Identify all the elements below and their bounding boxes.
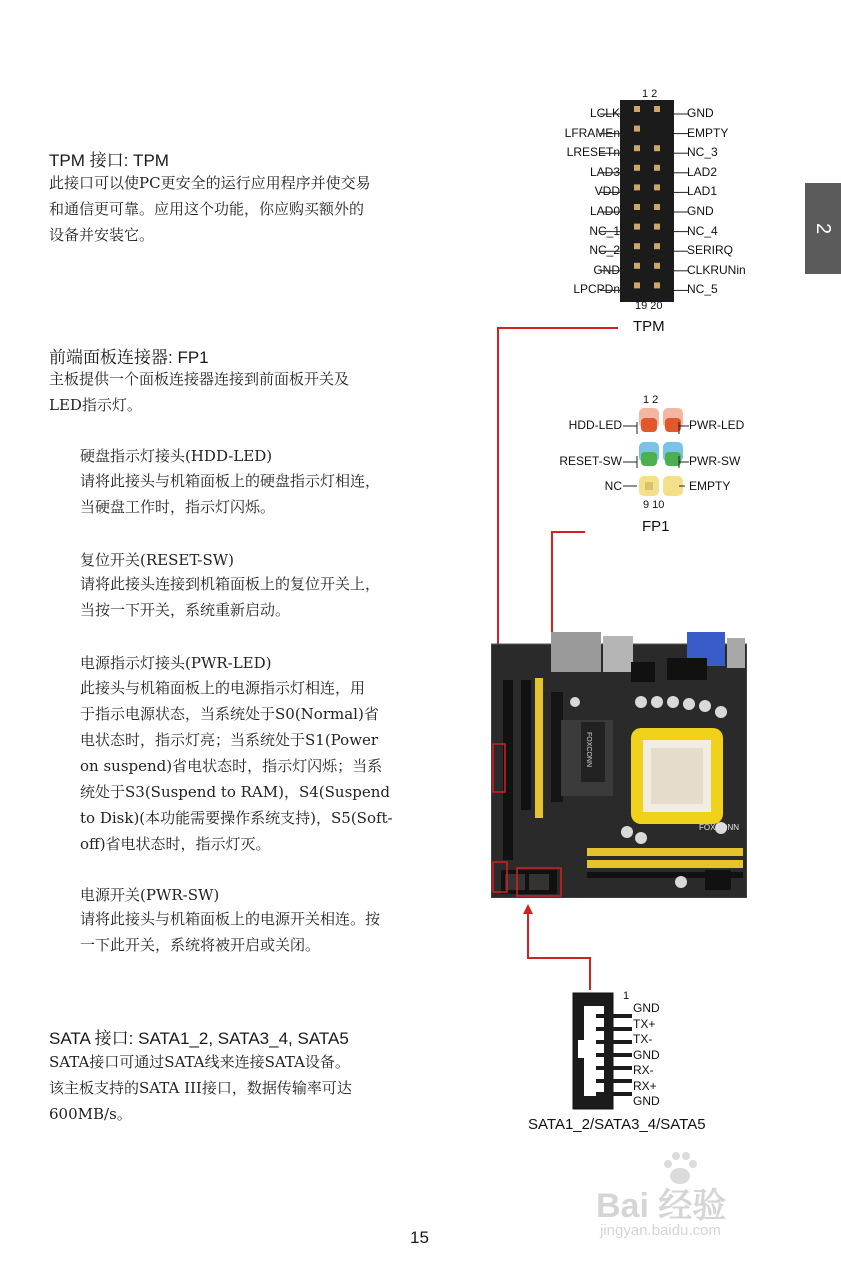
sata-title: SATA 接口: SATA1_2, SATA3_4, SATA5: [49, 1029, 349, 1048]
sata-line: 600MB/s。: [49, 1105, 132, 1123]
tpm-pin-label: NC_1: [589, 223, 620, 238]
pwr-led-line: on suspend)省电状态时，指示灯闪烁；当系: [80, 757, 383, 775]
tpm-pin-label: VDD: [594, 184, 620, 199]
pwr-led-title: 电源指示灯接头(PWR-LED): [80, 654, 272, 672]
pwr-sw-line: 一下此开关，系统将被开启或关闭。: [80, 936, 321, 954]
tpm-pin-label: LRESETn: [566, 145, 620, 160]
tpm-pin-label: CLKRUNin: [687, 262, 746, 277]
sata-pin: [596, 1079, 632, 1083]
sata-pin-label: RX+: [633, 1078, 657, 1093]
tpm-pin-label: LAD1: [687, 184, 718, 199]
tpm-line: 此接口可以使PC更安全的运行应用程序并使交易: [49, 174, 371, 192]
tpm-pin-label: GND: [687, 106, 714, 120]
pwr-led-line: 此接头与机箱面板上的电源指示灯相连，用: [80, 679, 366, 697]
board-brand: FOXCONN: [699, 823, 739, 832]
watermark-brand: Bai 经验: [596, 1187, 727, 1225]
sata-pin-one: 1: [623, 990, 630, 1002]
fp1-right-label: EMPTY: [689, 479, 731, 493]
sata-connector-icon: [572, 992, 632, 1110]
sata-line: 该主板支持的SATA III接口，数据传输率可达: [49, 1079, 352, 1097]
fp1-right-label: PWR-SW: [689, 454, 741, 468]
fp1-left-label: HDD-LED: [568, 418, 622, 432]
sata-connector-diagram: [520, 988, 760, 1138]
sata-pin: [596, 1066, 632, 1070]
fp1-title: 前端面板连接器: FP1: [49, 348, 209, 367]
tpm-pin-label: LAD3: [589, 164, 620, 179]
tpm-pin-label: EMPTY: [687, 125, 729, 140]
reset-sw-line: 请将此接头连接到机箱面板上的复位开关上，: [80, 575, 381, 593]
sata-line: SATA接口可通过SATA线来连接SATA设备。: [49, 1053, 350, 1071]
tpm-pin-label: NC_3: [687, 145, 718, 160]
hdd-led-line: 请将此接头与机箱面板上的硬盘指示灯相连，: [80, 472, 381, 490]
watermark-url: jingyan.baidu.com: [600, 1222, 721, 1239]
reset-sw-title: 复位开关(RESET-SW): [80, 551, 235, 569]
tpm-pin-label: GND: [687, 203, 714, 218]
pwr-led-line: 于指示电源状态，当系统处于S0(Normal)省: [80, 705, 379, 723]
fp1-right-label: PWR-LED: [689, 418, 745, 432]
sata-pin: [596, 1014, 632, 1018]
motherboard-image: [491, 632, 747, 898]
pwr-led-line: to Disk)(本功能需要操作系统支持)，S5(Soft-: [80, 809, 393, 827]
pwr-led-line: 统处于S3(Suspend to RAM)，S4(Suspend: [80, 783, 391, 801]
chapter-number: 2: [812, 222, 835, 235]
hdd-led-title: 硬盘指示灯接头(HDD-LED): [80, 447, 273, 465]
tpm-caption: TPM: [633, 318, 665, 335]
pwr-led-line: 电状态时，指示灯亮；当系统处于S1(Power: [80, 731, 379, 749]
fp1-pin-top: 1 2: [643, 394, 659, 406]
pwr-sw-line: 请将此接头与机箱面板上的电源开关相连。按: [80, 910, 381, 928]
sata-pin-labels: [633, 1001, 660, 1110]
sata-pin-label: TX-: [633, 1032, 653, 1046]
sata-pin-label: TX+: [633, 1016, 656, 1031]
fp1-left-label: RESET-SW: [559, 454, 622, 468]
pwr-sw-title: 电源开关(PWR-SW): [80, 886, 220, 904]
fp1-line: 主板提供一个面板连接器连接到前面板开关及: [49, 370, 350, 388]
board-brand: FOXCONN: [585, 732, 592, 767]
sata-pin: [596, 1040, 632, 1044]
sata-pin: [596, 1053, 632, 1057]
tpm-line: 设备并安装它。: [49, 226, 155, 244]
tpm-pin-label: NC_2: [589, 243, 620, 258]
fp1-pin-bottom: 9 10: [643, 499, 665, 511]
tpm-pin-label: NC_5: [687, 282, 718, 297]
tpm-pin-label: LCLK: [589, 106, 620, 120]
baidu-watermark: [590, 1150, 810, 1250]
sata-pin: [596, 1027, 632, 1031]
tpm-pin-label: LAD0: [589, 203, 620, 218]
tpm-pin-label: LPCPDn: [573, 282, 620, 297]
sata-pin-label: GND: [633, 1047, 660, 1062]
sata-pin-label: RX-: [633, 1063, 654, 1077]
fp1-line: LED指示灯。: [49, 396, 142, 414]
tpm-pin-label: NC_4: [687, 223, 718, 238]
fp1-left-label: NC: [604, 479, 622, 493]
tpm-pin-top: 1 2: [642, 88, 658, 100]
tpm-pin-label: SERIRQ: [687, 243, 734, 258]
tpm-line: 和通信更可靠。应用这个功能，你应购买额外的: [49, 200, 365, 218]
tpm-pin-bottom: 19 20: [635, 300, 663, 312]
tpm-title: TPM 接口: TPM: [49, 151, 169, 170]
fp1-caption: FP1: [642, 518, 670, 535]
reset-sw-line: 当按一下开关，系统重新启动。: [80, 601, 291, 619]
sata-pin: [596, 1092, 632, 1096]
sata-pin-label: GND: [633, 1001, 660, 1015]
pwr-led-line: off)省电状态时，指示灯灭。: [80, 835, 271, 853]
sata-caption: SATA1_2/SATA3_4/SATA5: [528, 1116, 706, 1133]
sata-pin-label: GND: [633, 1094, 660, 1108]
page-number: 15: [410, 1228, 429, 1247]
tpm-pin-label: LFRAMEn: [564, 125, 620, 140]
hdd-led-line: 当硬盘工作时，指示灯闪烁。: [80, 498, 276, 516]
tpm-pin-label: LAD2: [687, 164, 718, 179]
tpm-pin-label: GND: [593, 262, 620, 277]
